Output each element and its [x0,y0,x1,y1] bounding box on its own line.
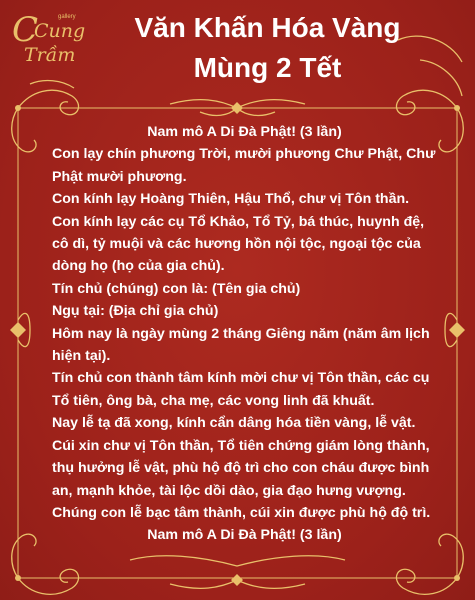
brand-logo [8,6,88,76]
title-line-2: Mùng 2 Tết [193,52,342,83]
prayer-paragraph: Cúi xin chư vị Tôn thần, Tổ tiên chứng giám lòng thành, thụ hưởng lễ vật, phù hộ độ trì cho con cháu được bình an, mạnh khỏe, tài lộc dồi dào, gia đạo hưng vượng. [52,437,430,499]
prayer-paragraph: Tín chủ con thành tâm kính mời chư vị Tôn thần, các cụ Tổ tiên, ông bà, cha mẹ, các vong linh đã khuất. [52,370,430,409]
logo-word-bottom: Trầm [24,44,76,66]
logo-word-small: gallery [58,14,76,20]
prayer-paragraph: Con kính lạy Hoàng Thiên, Hậu Thổ, chư vị Tôn thần. [52,191,410,208]
prayer-paragraph: Hôm nay là ngày mùng 2 tháng Giêng năm (năm âm lịch hiện tại). [52,325,430,365]
title-line-1: Văn Khấn Hóa Vàng [134,12,401,43]
prayer-paragraph: Chúng con lễ bạc tâm thành, cúi xin được phù hộ độ trì. [52,504,431,521]
prayer-closing: Nam mô A Di Đà Phật! (3 lần) [147,527,342,544]
prayer-paragraph: Con lạy chín phương Trời, mười phương Chư Phật, Chư Phật mười phương. [52,146,436,185]
prayer-opening: Nam mô A Di Đà Phật! (3 lần) [147,124,342,140]
prayer-paragraph: Nay lễ tạ đã xong, kính cẩn dâng hóa tiền vàng, lễ vật. [52,415,416,432]
prayer-paragraph: Con kính lạy các cụ Tổ Khảo, Tổ Tỷ, bá thúc, huynh đệ, cô dì, tỷ muội và các hương hồn nội tộc, ngoại tộc của dòng họ (họ của gia chủ). [52,213,425,275]
page-title [90,8,445,88]
prayer-paragraph: Tín chủ (chúng) con là: (Tên gia chủ) [52,280,301,297]
logo-word-top: Cung [34,20,86,42]
prayer-text [52,121,437,547]
logo-mark: C [12,10,39,50]
prayer-paragraph: Ngụ tại: (Địa chỉ gia chủ) [52,303,219,320]
